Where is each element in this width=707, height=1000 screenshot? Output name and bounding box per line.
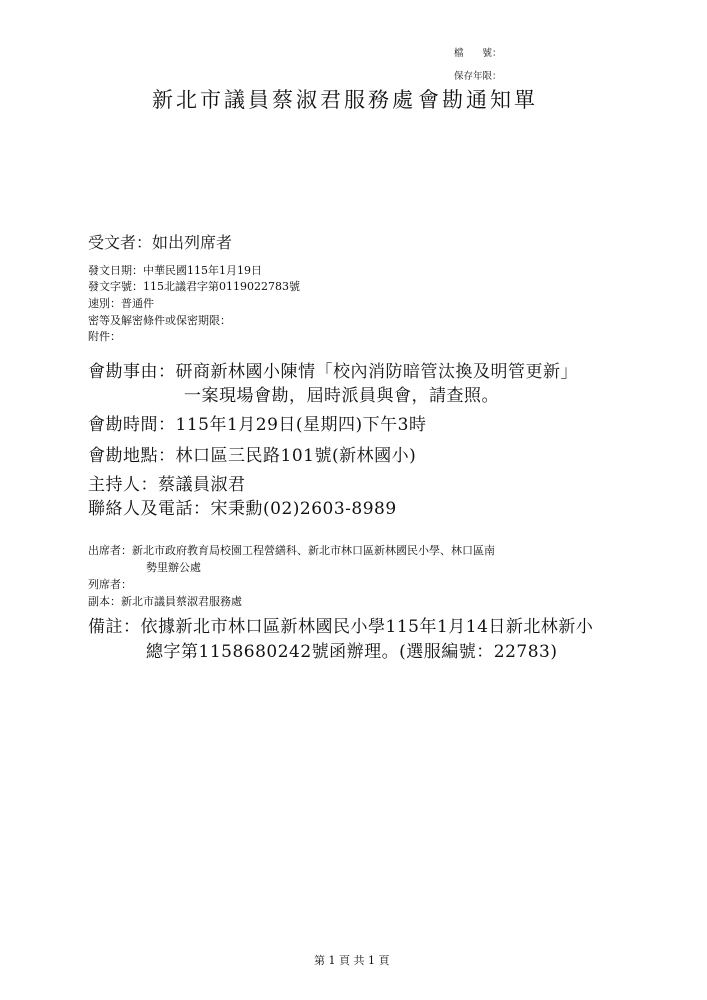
organization-title: 新北市議員蔡淑君服務處 [152, 88, 416, 112]
attachment-line: 附件： [88, 330, 121, 343]
note-line1: 備註：依據新北市林口區新林國民小學115年1月14日新北林新小 [88, 617, 594, 637]
issue-date: 發文日期：中華民國115年1月19日 [88, 264, 262, 277]
note-line2: 總字第1158680242號函辦理。(選服編號：22783) [146, 642, 558, 662]
attendees-line1: 出席者：新北市政府教育局校園工程營繕科、新北市林口區新林國民小學、林口區南 [88, 544, 495, 557]
inspection-subject-line2: 一案現場會勘，屆時派員與會，請查照。 [184, 386, 499, 406]
attendees-line2: 勢里辦公處 [146, 561, 201, 574]
document-number: 發文字號：115北議君字第0119022783號 [88, 280, 300, 293]
security-level: 密等及解密條件或保密期限： [88, 314, 231, 327]
delivery-speed: 速別：普通件 [88, 297, 154, 310]
document-type-title: 會勘通知單 [418, 88, 538, 112]
observers-line: 列席者： [88, 578, 132, 591]
contact-line: 聯絡人及電話：宋秉勳(02)2603-8989 [88, 499, 397, 519]
inspection-time: 會勘時間：115年1月29日(星期四)下午3時 [88, 415, 427, 435]
host-line: 主持人：蔡議員淑君 [88, 475, 246, 495]
inspection-place: 會勘地點：林口區三民路101號(新林國小) [88, 446, 417, 466]
inspection-subject-line1: 會勘事由：研商新林國小陳情「校內消防暗管汰換及明管更新」 [88, 362, 578, 382]
retention-period-label: 保存年限： [454, 71, 502, 82]
file-number-label: 檔 號： [454, 48, 502, 59]
recipient-line: 受文者：如出列席者 [88, 233, 233, 252]
cc-line: 副本：新北市議員蔡淑君服務處 [88, 595, 242, 608]
page-number: 第 1 頁 共 1 頁 [314, 954, 390, 967]
